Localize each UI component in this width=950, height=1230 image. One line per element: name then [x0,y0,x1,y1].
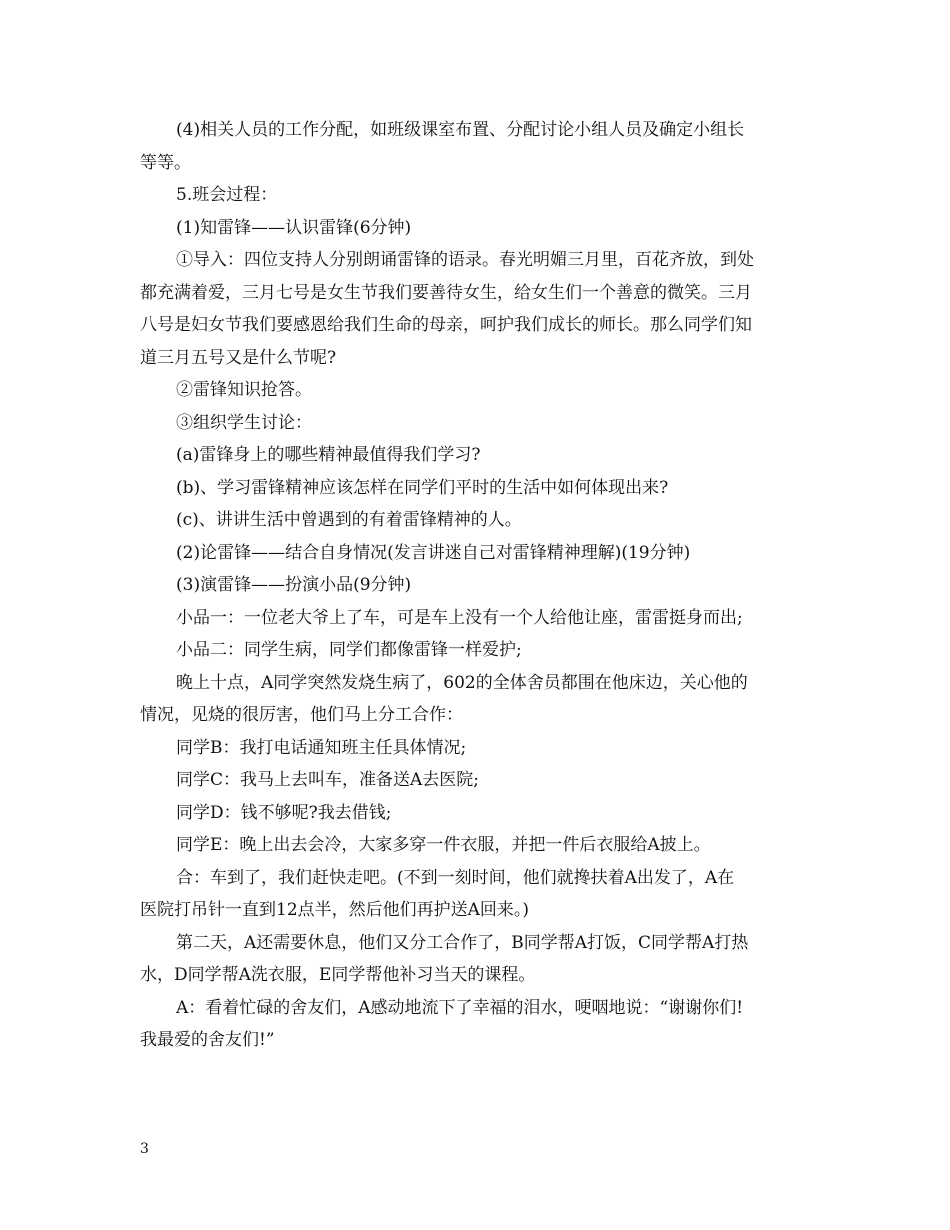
text-line: A：看着忙碌的舍友们，A感动地流下了幸福的泪水，哽咽地说：“谢谢你们! [176,997,744,1018]
text-line: (c)、讲讲生活中曾遇到的有着雷锋精神的人。 [176,510,522,530]
text-line: 水，D同学帮A洗衣服，E同学帮他补习当天的课程。 [140,965,536,985]
body-text [140,114,812,1057]
text-line: 小品一：一位老大爷上了车，可是车上没有一个人给他让座，雷雷挺身而出; [176,607,743,628]
text-line: 等等。 [140,152,191,173]
text-line: 医院打吊针一直到12点半，然后他们再护送A回来。) [140,900,530,920]
text-line: (b)、学习雷锋精神应该怎样在同学们平时的生活中如何体现出来? [176,477,669,498]
text-line: (4)相关人员的工作分配，如班级课室布置、分配讨论小组人员及确定小组长 [176,120,745,140]
text-line: 小品二：同学生病，同学们都像雷锋一样爱护; [176,640,522,660]
text-line: (3)演雷锋——扮演小品(9分钟) [176,575,412,595]
text-line: 同学B：我打电话通知班主任具体情况; [176,737,467,758]
text-line: 5.班会过程： [176,185,278,205]
text-line: 同学D：钱不够呢?我去借钱; [176,802,392,823]
text-line: 情况，见烧的很厉害，他们马上分工合作： [140,705,463,725]
page-number: 3 [140,1141,149,1157]
text-line: (1)知雷锋——认识雷锋(6分钟) [176,217,412,238]
text-line: 第二天，A还需要休息，他们又分工合作了，B同学帮A打饭，C同学帮A打热 [176,932,749,953]
text-line: 晚上十点，A同学突然发烧生病了，602的全体舍员都围在他床边，关心他的 [176,672,748,693]
text-line: 道三月五号又是什么节呢? [140,347,337,368]
text-line: ③组织学生讨论： [176,412,312,433]
text-line: (a)雷锋身上的哪些精神最值得我们学习? [176,445,481,465]
text-line: 我最爱的舍友们!” [140,1030,275,1050]
text-line: 合：车到了，我们赶快走吧。(不到一刻时间，他们就搀扶着A出发了，A在 [176,867,735,888]
text-line: ①导入：四位支持人分别朗诵雷锋的语录。春光明媚三月里，百花齐放，到处 [176,250,754,270]
text-line: 都充满着爱，三月七号是女生节我们要善待女生，给女生们一个善意的微笑。三月 [140,282,752,303]
text-line: 同学C：我马上去叫车，准备送A去医院; [176,770,480,790]
text-line: (2)论雷锋——结合自身情况(发言讲迷自己对雷锋精神理解)(19分钟) [176,542,691,563]
text-line: 同学E：晚上出去会冷，大家多穿一件衣服，并把一件后衣服给A披上。 [176,835,711,855]
text-line: 八号是妇女节我们要感恩给我们生命的母亲，呵护我们成长的师长。那么同学们知 [140,315,752,335]
text-line: ②雷锋知识抢答。 [176,380,312,400]
